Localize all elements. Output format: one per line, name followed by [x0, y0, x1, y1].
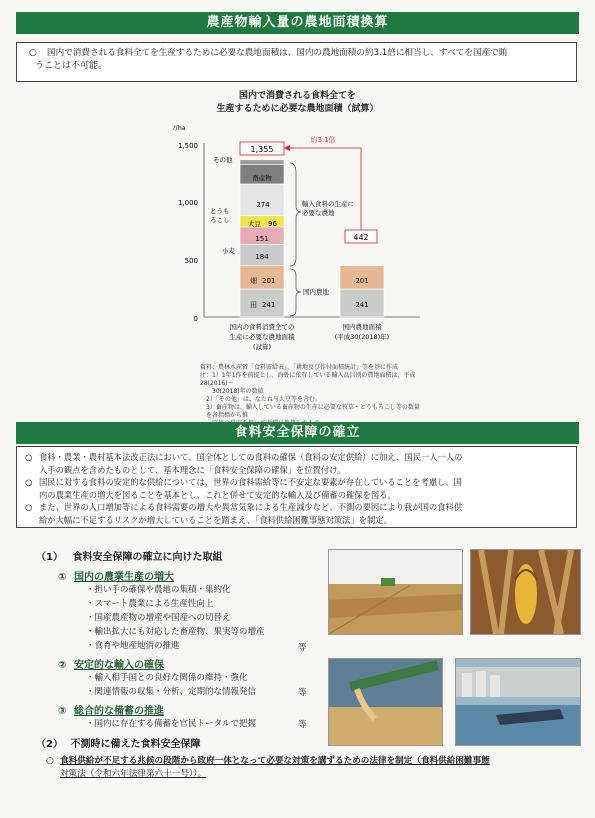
value-201b: 201	[355, 277, 369, 285]
bullet-item	[25, 476, 570, 501]
ratio-label: 約3.1倍	[310, 136, 336, 144]
brace-domestic	[290, 269, 301, 316]
law-note	[46, 755, 586, 781]
list-item: ・関連情報の収集・分析、定期的な情報発信	[86, 687, 257, 697]
heading-1-number: （1）	[36, 552, 63, 563]
note-line: 2）「その他」は、なたね与大豆等を含む。	[206, 396, 321, 403]
label-ta: 田	[250, 301, 257, 309]
subheading-2-number: ②	[58, 660, 67, 671]
bullet-item	[25, 501, 570, 526]
law-note-line2: 対策法（令和六年法律第六十一号））。	[60, 769, 207, 779]
value-241a: 241	[262, 301, 276, 309]
ratio-arrowhead	[284, 145, 290, 151]
etc-mark: 等	[298, 643, 307, 653]
value-151: 151	[255, 235, 269, 243]
value-274: 274	[256, 201, 270, 209]
section-banner-farmland: 農産物輸入量の農地面積換算	[16, 12, 579, 34]
subheading-3-number: ③	[58, 706, 67, 717]
bullet-line1: また、世界の人口増加等による食料需要の増大や異常気象による生産減少など、不測の要因により我が国の食料供	[39, 502, 463, 512]
chart-title-line1: 国内で消費される食料全てを	[238, 91, 356, 101]
bullet-mark: ○	[25, 452, 33, 462]
bullet-mark: ○	[46, 756, 54, 766]
ratio-arrow	[287, 148, 361, 230]
value-184: 184	[255, 253, 269, 261]
summary-text-line2: うことは不可能。	[35, 61, 108, 71]
bullet-item	[25, 451, 570, 476]
total-right: 442	[353, 233, 369, 242]
note-line: 注：1）1年1作を前提とし、海外に依存している輸入品目別の農地面積は、平成28(2016)〜	[200, 372, 416, 387]
chart-title	[0, 90, 595, 120]
bar-segment	[240, 216, 284, 227]
list-item: ・輸入相手国との良好な関係の維持・強化	[86, 673, 248, 683]
y-tick-0: 0	[193, 315, 198, 323]
heading-1-text: 食料安全保障の確立に向けた取組	[72, 552, 223, 563]
category-2-line2: (平成30(2018)年)	[334, 333, 390, 341]
label-komugi: 小麦	[222, 247, 235, 255]
brace-import	[290, 163, 301, 266]
category-1-line1: 国内の食料消費全ての	[229, 323, 295, 331]
subheading-1	[58, 568, 174, 583]
y-tick-500: 500	[184, 257, 198, 265]
list-item: ・国産農産物の増産や国産への切替え	[86, 613, 231, 623]
bullet-line2: 内の農業生産の増大を図ることを基本とし、これと併せて安定的な輸入及び備蓄の確保を図る。	[39, 489, 396, 500]
section-banner-food-security: 食料安全保障の確立	[16, 422, 579, 444]
photo-grain-loading	[328, 658, 443, 746]
etc-mark: 等	[298, 720, 307, 730]
list-item: ・スマート農業による生産性向上	[86, 599, 214, 609]
brace-import-label2: 必要な農地	[302, 209, 335, 217]
note-line: 3）畜産物は、輸入している畜産物の生産に必要な牧草・とうもろこし等の数量を各指標から推	[206, 404, 420, 419]
list-item: ・担い手の確保や農地の集積・集約化	[86, 585, 231, 595]
y-tick-1500: 1,500	[177, 142, 198, 150]
bar-segment	[240, 184, 284, 216]
list-item: ・輸出拡大にも対応した畜産物、果実等の増産	[86, 627, 265, 637]
category-1-line2: 生産に必要な農地面積	[229, 333, 295, 341]
bullet-line1: 食料・農業・農村基本法改正法において、国全体としての食料の確保（食料の安定供給）に加え、国民一人一人の	[39, 452, 463, 462]
y-tick-1000: 1,000	[177, 199, 198, 207]
category-1-line3: (試算)	[252, 343, 272, 351]
heading-1	[36, 548, 222, 563]
etc-mark: 等	[298, 688, 307, 698]
category-2-line1: 国内農地面積	[342, 323, 382, 331]
label-chikusan: 畜産物	[252, 174, 272, 182]
chart-title-line2: 生産するために必要な農地面積（試算）	[216, 104, 379, 114]
bullet-line2: 給が大幅に不足するリスクが増大していることを踏まえ、「食料供給困難事態対策法」を制定。	[39, 514, 392, 525]
label-hatake: 畑	[250, 277, 257, 285]
bullet-mark: ○	[25, 477, 33, 487]
bar-segment	[240, 160, 284, 165]
farmland-chart	[0, 118, 595, 398]
note-line: 資料：農林水産省「食料需給表」、「耕地及び作付面積統計」等を基に作成	[200, 364, 399, 371]
label-daizu: 大豆	[248, 220, 261, 228]
list-item: ・国内に存在する備蓄を官民トータルで把握	[86, 719, 257, 729]
chart-notes	[200, 364, 420, 428]
subheading-3-text: 総合的な備蓄の推進	[73, 706, 164, 717]
y-axis-unit: 万ha	[172, 125, 186, 132]
photo-port-storage	[455, 658, 581, 746]
bullet-line1: 国民に対する食料の安定的な供給については、世界の食料需給等に不安定な要素が存在していることを考慮し、国	[39, 477, 462, 487]
value-201a: 201	[262, 277, 276, 285]
subheading-3	[58, 702, 164, 717]
bullet-mark: ○	[29, 48, 37, 58]
bullet-mark: ○	[25, 502, 33, 512]
subheading-1-number: ①	[58, 572, 67, 583]
heading-2-number: （2）	[36, 739, 63, 750]
label-toumo2: ろこし	[210, 216, 230, 224]
photo-wheat-field	[328, 549, 463, 635]
law-note-line1: 食料供給が不足する兆候の段階から政府一体となって必要な対策を講ずるための法律を制定（食料供給困難事態	[60, 756, 490, 766]
value-241b: 241	[355, 301, 369, 309]
label-toumo1: とうも	[210, 207, 230, 215]
summary-box	[16, 42, 577, 82]
heading-2-text: 不測時に備えた食料安全保障	[70, 739, 201, 750]
label-sonota: その他	[213, 156, 233, 164]
list-item: ・食育や地産地消の推進	[86, 641, 180, 651]
subheading-2	[58, 656, 164, 671]
bullet-line2: 入手の観点を含めたものとして、基本理念に「食料安全保障の確保」を位置付け。	[39, 464, 346, 475]
heading-2	[36, 735, 200, 750]
value-96: 96	[268, 220, 277, 228]
summary-text-line1: 国内で消費される食料全てを生産するために必要な農地面積は、国内の農地面積の約3.1倍に相当し、すべてを国産で賄	[47, 48, 508, 58]
photo-corn	[470, 549, 581, 635]
brace-domestic-label: 国内農地	[303, 288, 329, 296]
subheading-1-text: 国内の農業生産の増大	[73, 572, 174, 583]
note-line: 30(2018)年の数値	[212, 388, 264, 395]
food-security-box	[16, 446, 577, 528]
total-left: 1,355	[250, 145, 274, 154]
brace-import-label1: 輸入食料の生産に	[302, 200, 354, 208]
subheading-2-text: 安定的な輸入の確保	[73, 660, 164, 671]
